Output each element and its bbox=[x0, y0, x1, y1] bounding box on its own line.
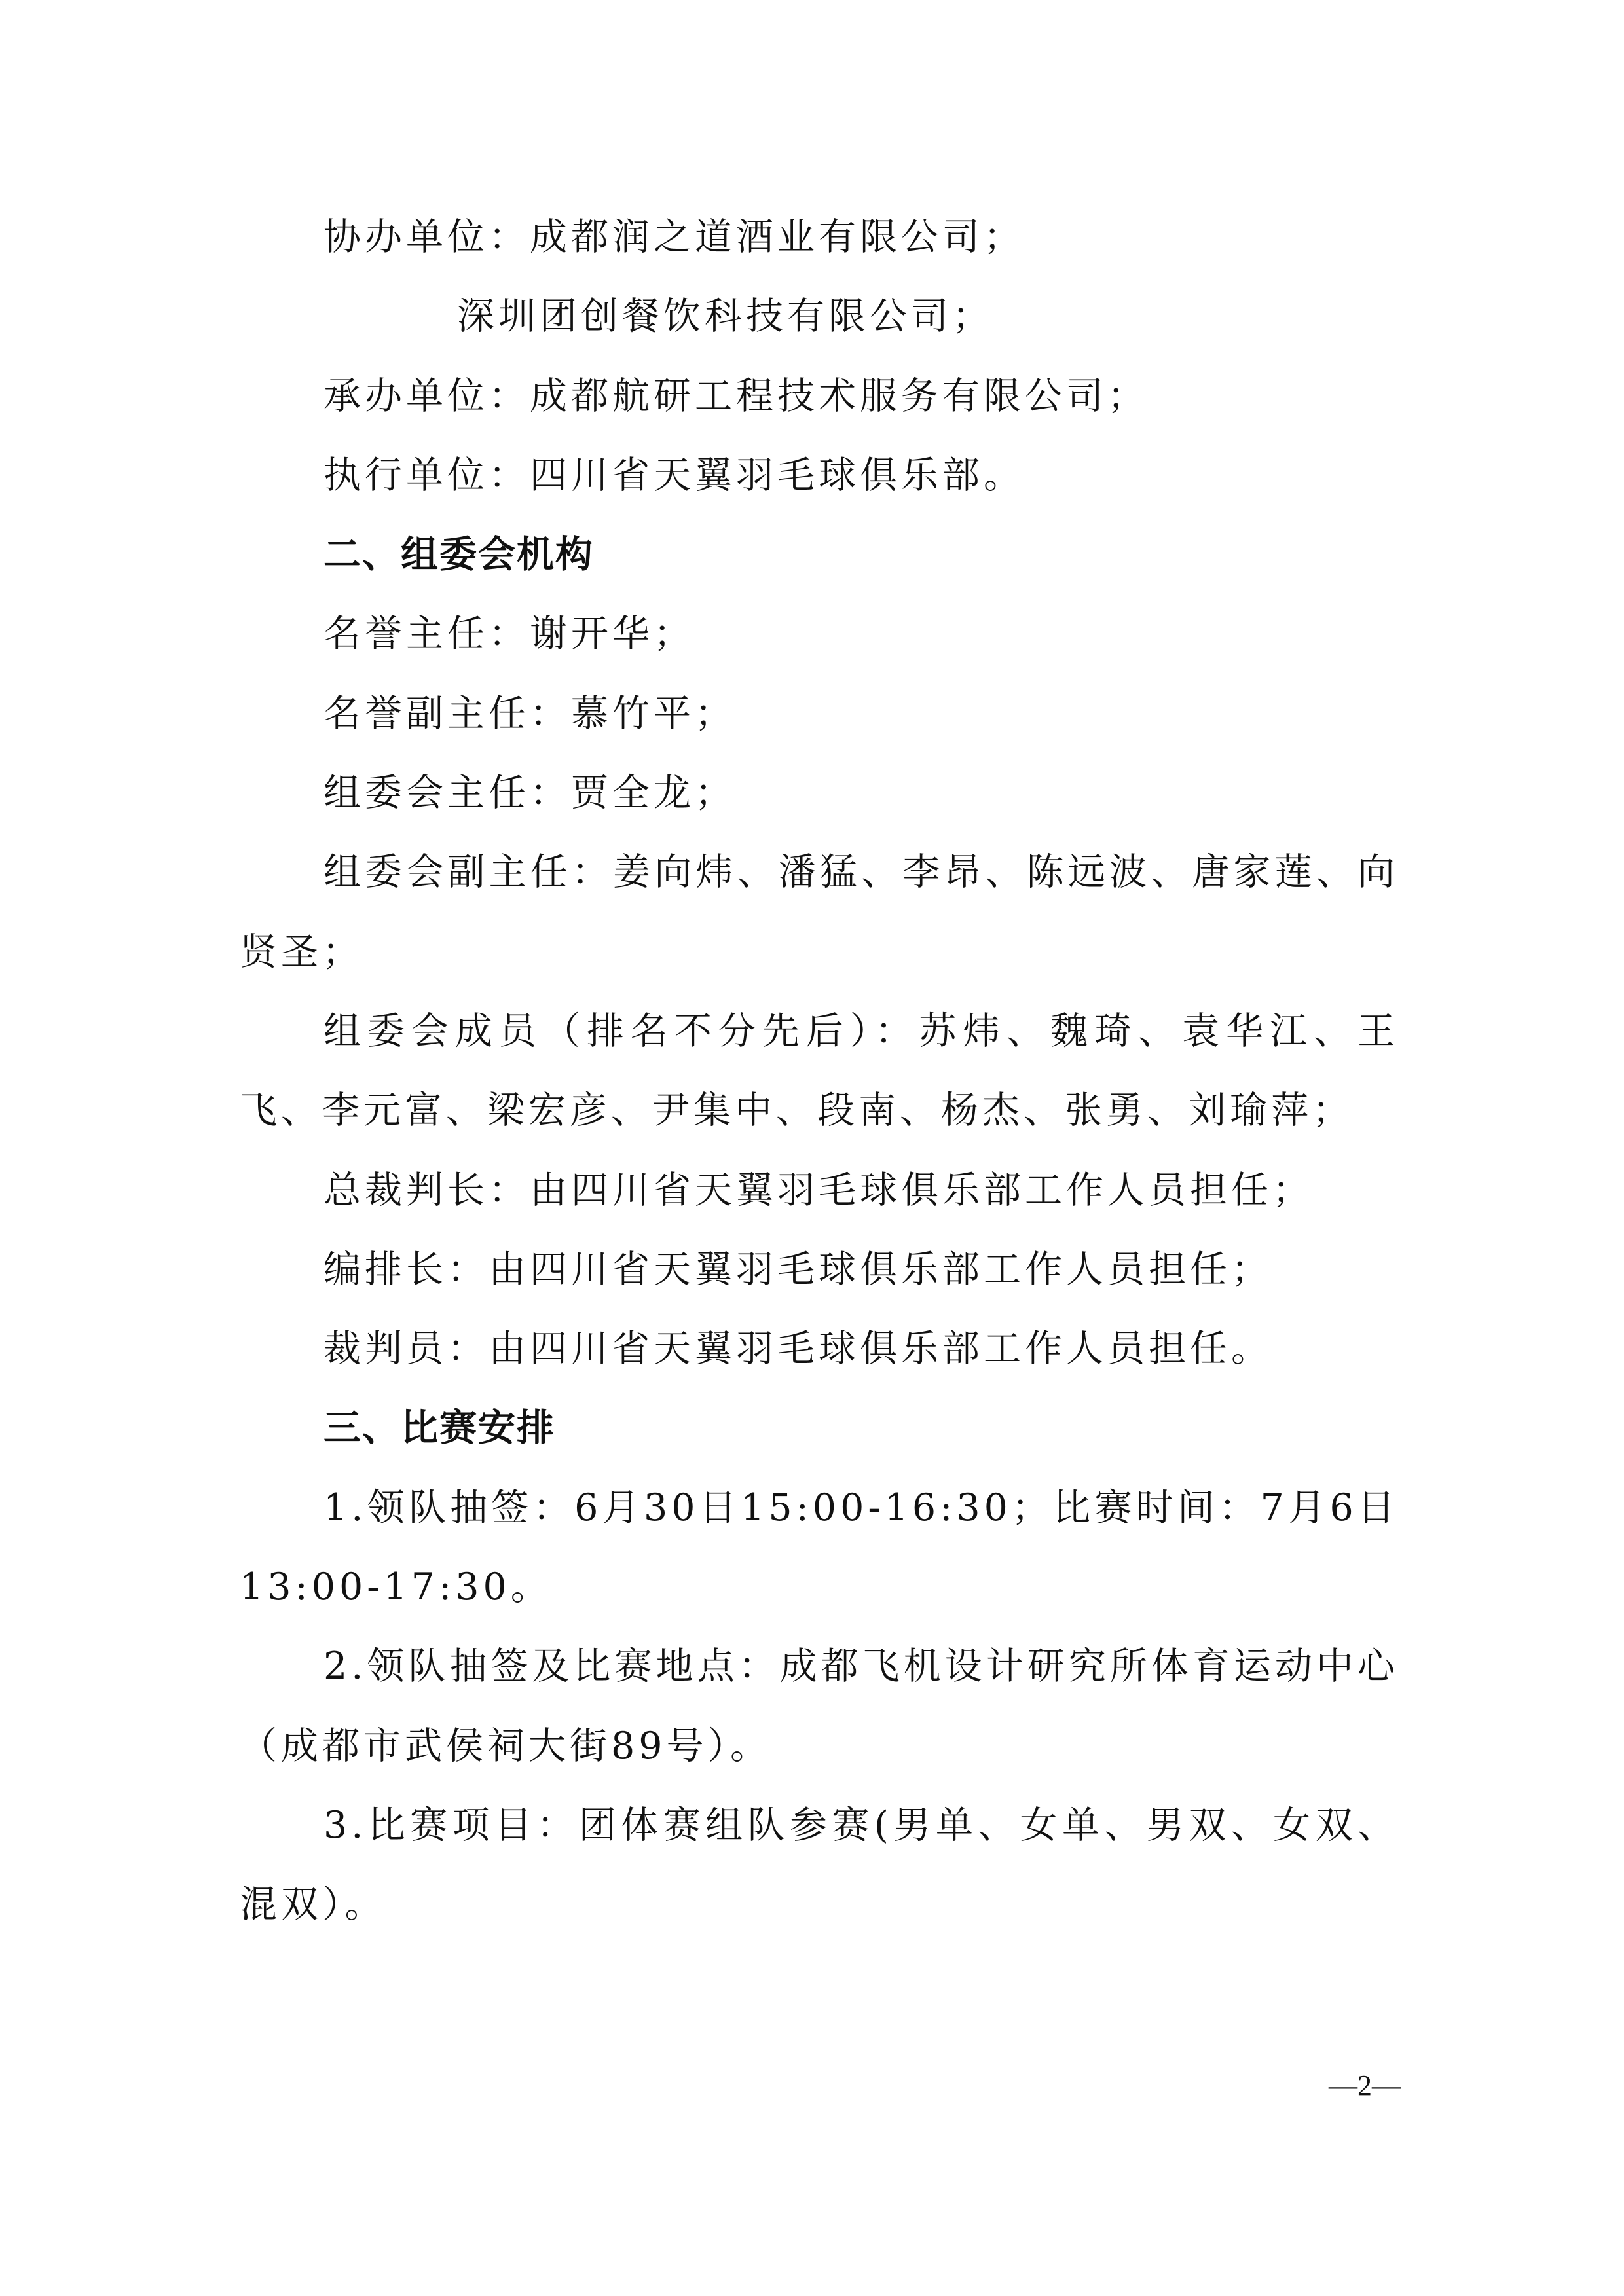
document-body bbox=[240, 198, 1399, 1945]
host-line: 承办单位：成都航研工程技术服务有限公司； bbox=[323, 374, 1149, 418]
co-organizer-2: 深圳团创餐饮科技有限公司； bbox=[457, 295, 993, 338]
schedule-item-1: 1.领队抽签：6月30日15:00-16:30；比赛时间：7月6日13:00-17:30。 bbox=[240, 1485, 1399, 1609]
committee-vice-directors: 组委会副主任：姜向炜、潘猛、李昂、陈远波、唐家莲、向贤圣； bbox=[240, 850, 1399, 974]
page-number: —2— bbox=[1329, 2069, 1401, 2102]
committee-director: 组委会主任：贾全龙； bbox=[323, 771, 736, 815]
section-heading-committee: 二、组委会机构 bbox=[323, 533, 594, 577]
schedule-item-3: 3.比赛项目：团体赛组队参赛(男单、女单、男双、女双、混双）。 bbox=[240, 1803, 1399, 1927]
honorary-director: 名誉主任：谢开华； bbox=[323, 612, 695, 656]
schedule-item-2: 2.领队抽签及比赛地点：成都飞机设计研究所体育运动中心（成都市武侯祠大街89号）。 bbox=[240, 1645, 1399, 1768]
section-heading-schedule: 三、比赛安排 bbox=[323, 1406, 555, 1450]
chief-referee: 总裁判长：由四川省天翼羽毛球俱乐部工作人员担任； bbox=[323, 1168, 1314, 1212]
co-organizer-1: 成都润之道酒业有限公司； bbox=[530, 215, 1025, 259]
co-organizer-line bbox=[240, 198, 1399, 277]
referees: 裁判员：由四川省天翼羽毛球俱乐部工作人员担任。 bbox=[323, 1327, 1272, 1371]
committee-members: 组委会成员（排名不分先后）：苏炜、魏琦、袁华江、王飞、李元富、梁宏彦、尹集中、段南、杨杰、张勇、刘瑜萍； bbox=[240, 1009, 1399, 1133]
co-organizer-label: 协办单位： bbox=[323, 215, 530, 259]
executor-line: 执行单位：四川省天翼羽毛球俱乐部。 bbox=[323, 453, 1025, 497]
scheduler: 编排长：由四川省天翼羽毛球俱乐部工作人员担任； bbox=[323, 1247, 1272, 1291]
honorary-vice-director: 名誉副主任：慕竹平； bbox=[323, 691, 736, 735]
